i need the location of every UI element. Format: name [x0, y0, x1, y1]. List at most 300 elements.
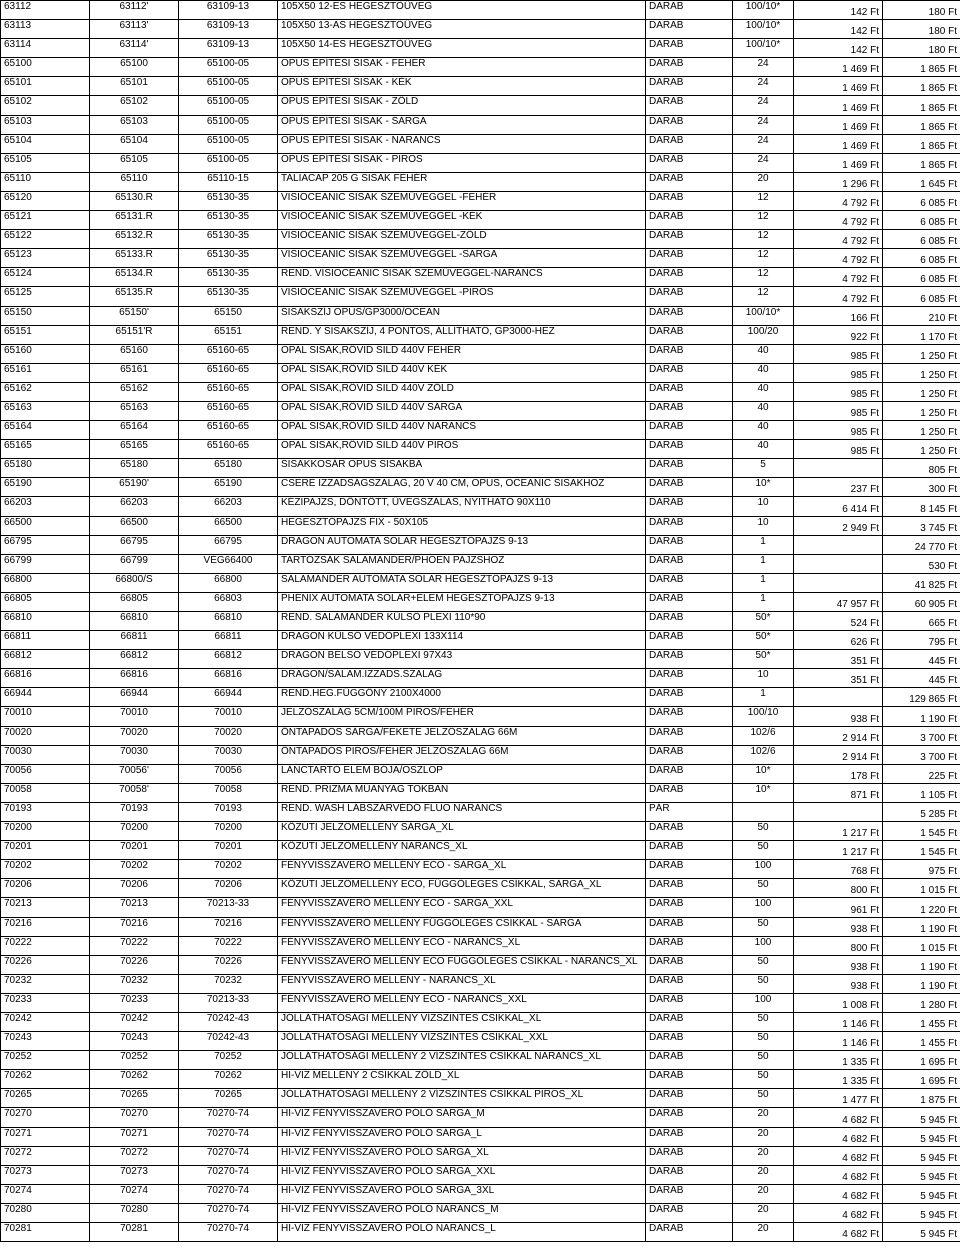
item-code-cell: 70281 [1, 1223, 90, 1242]
product-name-cell: SALAMANDER AUTOMATA SOLAR HEGESZTŐPAJZS 9-13 [278, 573, 646, 592]
unit-cell: DARAB [646, 134, 733, 153]
table-row [1, 1184, 960, 1203]
group-code-cell: 70222 [179, 936, 278, 955]
ref-code-cell: 65133.R [90, 249, 179, 268]
net-price-cell: 985 Ft [794, 401, 883, 420]
group-code-cell: 70242-43 [179, 1012, 278, 1031]
item-code-cell: 70222 [1, 936, 90, 955]
net-price-cell: 4 792 Ft [794, 211, 883, 230]
product-name-cell: VISIOCEANIC SISAK SZEMÜVEGGEL-ZÖLD [278, 230, 646, 249]
package-qty-cell: 12 [733, 230, 794, 249]
product-name-cell: REND. WASH LÁBSZÁRVÉDŐ FLUO NARANCS [278, 802, 646, 821]
package-qty-cell: 10 [733, 669, 794, 688]
unit-cell: DARAB [646, 688, 733, 707]
gross-price-cell: 1 545 Ft [883, 822, 960, 841]
net-price-cell: 938 Ft [794, 707, 883, 726]
product-name-cell: FÉNYVISSZAVERŐ MELLÉNY FÜGGŐLEGES CSÍKKAL - SÁRGA [278, 917, 646, 936]
unit-cell: DARAB [646, 58, 733, 77]
group-code-cell: 66811 [179, 631, 278, 650]
item-code-cell: 70201 [1, 841, 90, 860]
unit-cell: DARAB [646, 1012, 733, 1031]
gross-price-cell: 6 085 Ft [883, 249, 960, 268]
gross-price-cell: 8 145 Ft [883, 497, 960, 516]
net-price-cell: 1 469 Ft [794, 115, 883, 134]
product-name-cell: REND.HEG.FÜGGÖNY 2100X4000 [278, 688, 646, 707]
unit-cell: DARAB [646, 783, 733, 802]
net-price-cell: 4 682 Ft [794, 1184, 883, 1203]
net-price-cell: 985 Ft [794, 382, 883, 401]
item-code-cell: 66500 [1, 516, 90, 535]
gross-price-cell: 1 190 Ft [883, 917, 960, 936]
table-row [1, 841, 960, 860]
net-price-cell: 6 414 Ft [794, 497, 883, 516]
item-code-cell: 70243 [1, 1032, 90, 1051]
group-code-cell: 70010 [179, 707, 278, 726]
package-qty-cell: 24 [733, 77, 794, 96]
table-row [1, 802, 960, 821]
product-name-cell: KÖZÚTI JELZŐMELLÉNY NARANCS_XL [278, 841, 646, 860]
ref-code-cell: 66812 [90, 650, 179, 669]
gross-price-cell: 1 015 Ft [883, 879, 960, 898]
net-price-cell: 800 Ft [794, 879, 883, 898]
product-name-cell: REND. VISIOCEANIC SISAK SZEMÜVEGGEL-NARANCS [278, 268, 646, 287]
package-qty-cell: 20 [733, 1223, 794, 1242]
package-qty-cell: 100/10* [733, 306, 794, 325]
group-code-cell: 65190 [179, 478, 278, 497]
group-code-cell: 65160-65 [179, 401, 278, 420]
net-price-cell: 626 Ft [794, 631, 883, 650]
ref-code-cell: 65102 [90, 96, 179, 115]
product-name-cell: SISAKSZÍJ OPUS/GP3000/OCEAN [278, 306, 646, 325]
item-code-cell: 66816 [1, 669, 90, 688]
group-code-cell: 70020 [179, 726, 278, 745]
table-row [1, 1127, 960, 1146]
gross-price-cell: 1 250 Ft [883, 344, 960, 363]
group-code-cell: 70206 [179, 879, 278, 898]
gross-price-cell: 1 865 Ft [883, 58, 960, 77]
unit-cell: DARAB [646, 1146, 733, 1165]
group-code-cell: 65100-05 [179, 58, 278, 77]
item-code-cell: 70242 [1, 1012, 90, 1031]
item-code-cell: 70272 [1, 1146, 90, 1165]
package-qty-cell: 1 [733, 573, 794, 592]
package-qty-cell: 100 [733, 993, 794, 1012]
table-row [1, 631, 960, 650]
net-price-cell: 871 Ft [794, 783, 883, 802]
item-code-cell: 63114 [1, 39, 90, 58]
package-qty-cell: 10 [733, 516, 794, 535]
package-qty-cell: 20 [733, 1203, 794, 1222]
gross-price-cell: 1 875 Ft [883, 1089, 960, 1108]
ref-code-cell: 63114' [90, 39, 179, 58]
package-qty-cell: 50 [733, 822, 794, 841]
gross-price-cell: 6 085 Ft [883, 211, 960, 230]
group-code-cell: 65130-35 [179, 211, 278, 230]
ref-code-cell: 70201 [90, 841, 179, 860]
ref-code-cell: 65103 [90, 115, 179, 134]
table-row [1, 707, 960, 726]
item-code-cell: 65125 [1, 287, 90, 306]
item-code-cell: 65163 [1, 401, 90, 420]
product-name-cell: KÉZIPAJZS, DÖNTÖTT, ÜVEGSZÁLAS, NYITHATÓ 90X110 [278, 497, 646, 516]
group-code-cell: 70058 [179, 783, 278, 802]
unit-cell: DARAB [646, 745, 733, 764]
package-qty-cell: 50 [733, 1032, 794, 1051]
net-price-cell: 4 682 Ft [794, 1127, 883, 1146]
unit-cell: DARAB [646, 1184, 733, 1203]
item-code-cell: 70056 [1, 764, 90, 783]
unit-cell: DARAB [646, 249, 733, 268]
net-price-cell: 985 Ft [794, 421, 883, 440]
gross-price-cell: 1 015 Ft [883, 936, 960, 955]
product-name-cell: REND. PRIZMA MŰANYAG TOKBAN [278, 783, 646, 802]
product-name-cell: OPUS ÉPÍTÉSI SISAK - ZÖLD [278, 96, 646, 115]
gross-price-cell: 180 Ft [883, 39, 960, 58]
item-code-cell: 70265 [1, 1089, 90, 1108]
package-qty-cell: 1 [733, 535, 794, 554]
net-price-cell: 47 957 Ft [794, 592, 883, 611]
group-code-cell: 66812 [179, 650, 278, 669]
unit-cell: DARAB [646, 77, 733, 96]
ref-code-cell: 66795 [90, 535, 179, 554]
item-code-cell: 70274 [1, 1184, 90, 1203]
ref-code-cell: 63112' [90, 1, 179, 20]
unit-cell: DARAB [646, 1089, 733, 1108]
table-row [1, 1223, 960, 1242]
group-code-cell: 70270-74 [179, 1146, 278, 1165]
item-code-cell: 70232 [1, 974, 90, 993]
item-code-cell: 65161 [1, 363, 90, 382]
net-price-cell [794, 535, 883, 554]
net-price-cell [794, 802, 883, 821]
table-row [1, 39, 960, 58]
unit-cell: DARAB [646, 172, 733, 191]
ref-code-cell: 70281 [90, 1223, 179, 1242]
unit-cell: DARAB [646, 191, 733, 210]
gross-price-cell: 1 865 Ft [883, 96, 960, 115]
item-code-cell: 65104 [1, 134, 90, 153]
unit-cell: DARAB [646, 516, 733, 535]
ref-code-cell: 66203 [90, 497, 179, 516]
product-name-cell: JÓLLÁTHATÓSÁGI MELLÉNY 2 VÍZSZINTES CSÍKKAL NARANCS_XL [278, 1051, 646, 1070]
unit-cell: DARAB [646, 363, 733, 382]
product-name-cell: TARTÓZSÁK SALAMANDER/PHOEN PAJZSHOZ [278, 554, 646, 573]
product-name-cell: HI-VIZ FÉNYVISSZAVERŐ PÓLÓ SÁRGA_M [278, 1108, 646, 1127]
ref-code-cell: 70252 [90, 1051, 179, 1070]
gross-price-cell: 3 700 Ft [883, 745, 960, 764]
ref-code-cell: 70020 [90, 726, 179, 745]
package-qty-cell: 100 [733, 898, 794, 917]
item-code-cell: 66811 [1, 631, 90, 650]
unit-cell: DARAB [646, 592, 733, 611]
product-name-cell: OPUS ÉPÍTÉSI SISAK - SÁRGA [278, 115, 646, 134]
item-code-cell: 65105 [1, 153, 90, 172]
package-qty-cell: 50 [733, 841, 794, 860]
unit-cell: DARAB [646, 612, 733, 631]
ref-code-cell: 70280 [90, 1203, 179, 1222]
ref-code-cell: 70265 [90, 1089, 179, 1108]
net-price-cell: 4 792 Ft [794, 268, 883, 287]
ref-code-cell: 70206 [90, 879, 179, 898]
item-code-cell: 65122 [1, 230, 90, 249]
group-code-cell: 70202 [179, 860, 278, 879]
table-row [1, 1146, 960, 1165]
package-qty-cell: 20 [733, 1108, 794, 1127]
net-price-cell: 1 335 Ft [794, 1070, 883, 1089]
group-code-cell: 70270-74 [179, 1108, 278, 1127]
gross-price-cell: 445 Ft [883, 650, 960, 669]
net-price-cell: 4 682 Ft [794, 1146, 883, 1165]
net-price-cell [794, 688, 883, 707]
ref-code-cell: 66944 [90, 688, 179, 707]
unit-cell: DARAB [646, 382, 733, 401]
group-code-cell: 65130-35 [179, 268, 278, 287]
package-qty-cell: 50 [733, 879, 794, 898]
item-code-cell: 70262 [1, 1070, 90, 1089]
net-price-cell: 4 682 Ft [794, 1223, 883, 1242]
unit-cell: DARAB [646, 707, 733, 726]
product-name-cell: HEGESZTŐPAJZS FIX - 50X105 [278, 516, 646, 535]
gross-price-cell: 5 945 Ft [883, 1184, 960, 1203]
table-row [1, 96, 960, 115]
group-code-cell: 70213-33 [179, 993, 278, 1012]
table-row [1, 344, 960, 363]
unit-cell: DARAB [646, 211, 733, 230]
table-row [1, 77, 960, 96]
net-price-cell: 1 296 Ft [794, 172, 883, 191]
gross-price-cell: 1 455 Ft [883, 1012, 960, 1031]
unit-cell: DARAB [646, 841, 733, 860]
group-code-cell: 66795 [179, 535, 278, 554]
unit-cell: DARAB [646, 401, 733, 420]
unit-cell: DARAB [646, 554, 733, 573]
package-qty-cell: 24 [733, 153, 794, 172]
table-row [1, 172, 960, 191]
gross-price-cell: 445 Ft [883, 669, 960, 688]
net-price-cell: 4 792 Ft [794, 287, 883, 306]
product-name-cell: REND. Y SISAKSZÍJ, 4 PONTOS, ÁLLÍTHATÓ, GP3000-HEZ [278, 325, 646, 344]
unit-cell: DARAB [646, 1203, 733, 1222]
unit-cell: DARAB [646, 1051, 733, 1070]
table-row [1, 822, 960, 841]
product-name-cell: JÓLLÁTHATÓSÁGI MELLÉNY 2 VÍZSZINTES CSÍKKAL PIROS_XL [278, 1089, 646, 1108]
group-code-cell: 65100-05 [179, 96, 278, 115]
net-price-cell: 1 469 Ft [794, 77, 883, 96]
unit-cell: DARAB [646, 478, 733, 497]
package-qty-cell: 1 [733, 592, 794, 611]
product-name-cell: OPUS ÉPÍTÉSI SISAK - KÉK [278, 77, 646, 96]
group-code-cell: 63109-13 [179, 39, 278, 58]
ref-code-cell: 70243 [90, 1032, 179, 1051]
unit-cell: DARAB [646, 1127, 733, 1146]
package-qty-cell: 100/10* [733, 1, 794, 20]
group-code-cell: 65160-65 [179, 344, 278, 363]
net-price-cell: 1 469 Ft [794, 153, 883, 172]
package-qty-cell: 50 [733, 1012, 794, 1031]
net-price-cell: 237 Ft [794, 478, 883, 497]
table-row [1, 268, 960, 287]
net-price-cell: 1 477 Ft [794, 1089, 883, 1108]
ref-code-cell: 65110 [90, 172, 179, 191]
product-name-cell: OPAL SISAK,RÖVID SILD 440V KÉK [278, 363, 646, 382]
group-code-cell: 66800 [179, 573, 278, 592]
table-row [1, 1089, 960, 1108]
item-code-cell: 66800 [1, 573, 90, 592]
unit-cell: DARAB [646, 898, 733, 917]
unit-cell: DARAB [646, 306, 733, 325]
package-qty-cell: 40 [733, 401, 794, 420]
item-code-cell: 63112 [1, 1, 90, 20]
net-price-cell: 4 682 Ft [794, 1165, 883, 1184]
gross-price-cell: 1 865 Ft [883, 77, 960, 96]
item-code-cell: 66810 [1, 612, 90, 631]
item-code-cell: 65164 [1, 421, 90, 440]
product-name-cell: OPUS ÉPÍTÉSI SISAK - FEHÉR [278, 58, 646, 77]
item-code-cell: 65150 [1, 306, 90, 325]
net-price-cell: 985 Ft [794, 363, 883, 382]
unit-cell: DARAB [646, 344, 733, 363]
package-qty-cell: 100/10* [733, 20, 794, 39]
product-name-cell: FÉNYVISSZAVERŐ MELLÉNY ECO - SÁRGA_XXL [278, 898, 646, 917]
group-code-cell: 70270-74 [179, 1203, 278, 1222]
gross-price-cell: 41 825 Ft [883, 573, 960, 592]
ref-code-cell: 70202 [90, 860, 179, 879]
group-code-cell: 65130-35 [179, 249, 278, 268]
product-name-cell: VISIOCEANIC SISAK SZEMÜVEGGEL -FEHÉR [278, 191, 646, 210]
product-name-cell: OPAL SISAK,RÖVID SILD 440V FEHÉR [278, 344, 646, 363]
table-row [1, 898, 960, 917]
unit-cell: DARAB [646, 96, 733, 115]
package-qty-cell: 10* [733, 764, 794, 783]
unit-cell: DARAB [646, 20, 733, 39]
item-code-cell: 70233 [1, 993, 90, 1012]
ref-code-cell: 66799 [90, 554, 179, 573]
gross-price-cell: 1 865 Ft [883, 153, 960, 172]
ref-code-cell: 63113' [90, 20, 179, 39]
unit-cell: DARAB [646, 497, 733, 516]
ref-code-cell: 66500 [90, 516, 179, 535]
net-price-cell: 800 Ft [794, 936, 883, 955]
table-row [1, 726, 960, 745]
product-name-cell: OPAL SISAK,RÖVID SILD 440V PIROS [278, 440, 646, 459]
group-code-cell: 70226 [179, 955, 278, 974]
unit-cell: DARAB [646, 1223, 733, 1242]
ref-code-cell: 65151'R [90, 325, 179, 344]
package-qty-cell: 50 [733, 955, 794, 974]
product-name-cell: HI-VIZ FÉNYVISSZAVERŐ PÓLÓ SÁRGA_XL [278, 1146, 646, 1165]
ref-code-cell: 65162 [90, 382, 179, 401]
table-row [1, 955, 960, 974]
package-qty-cell: 100/20 [733, 325, 794, 344]
table-row [1, 1070, 960, 1089]
item-code-cell: 65101 [1, 77, 90, 96]
ref-code-cell: 65105 [90, 153, 179, 172]
table-row [1, 249, 960, 268]
gross-price-cell: 1 865 Ft [883, 115, 960, 134]
unit-cell: DARAB [646, 955, 733, 974]
group-code-cell: 66944 [179, 688, 278, 707]
package-qty-cell: 12 [733, 191, 794, 210]
unit-cell: DARAB [646, 459, 733, 478]
package-qty-cell: 40 [733, 344, 794, 363]
unit-cell: DARAB [646, 39, 733, 58]
table-row [1, 306, 960, 325]
ref-code-cell: 65163 [90, 401, 179, 420]
table-row [1, 191, 960, 210]
table-row [1, 1012, 960, 1031]
product-name-cell: DRAGON BELSŐ VÉDŐPLEXI 97X43 [278, 650, 646, 669]
table-row [1, 764, 960, 783]
ref-code-cell: 65130.R [90, 191, 179, 210]
group-code-cell: 65110-15 [179, 172, 278, 191]
package-qty-cell: 40 [733, 363, 794, 382]
product-name-cell: HI-VIZ FÉNYVISSZAVERŐ PÓLÓ NARANCS_L [278, 1223, 646, 1242]
group-code-cell: 66203 [179, 497, 278, 516]
ref-code-cell: 70058' [90, 783, 179, 802]
package-qty-cell: 50 [733, 1070, 794, 1089]
group-code-cell: 65151 [179, 325, 278, 344]
group-code-cell: 70030 [179, 745, 278, 764]
gross-price-cell: 5 945 Ft [883, 1146, 960, 1165]
net-price-cell [794, 554, 883, 573]
gross-price-cell: 5 945 Ft [883, 1203, 960, 1222]
ref-code-cell: 70233 [90, 993, 179, 1012]
gross-price-cell: 1 190 Ft [883, 707, 960, 726]
unit-cell: DARAB [646, 421, 733, 440]
table-row [1, 382, 960, 401]
table-row [1, 20, 960, 39]
gross-price-cell: 5 945 Ft [883, 1223, 960, 1242]
package-qty-cell: 12 [733, 268, 794, 287]
product-name-cell: VISIOCEANIC SISAK SZEMÜVEGGEL -PIROS [278, 287, 646, 306]
table-row [1, 1051, 960, 1070]
item-code-cell: 65162 [1, 382, 90, 401]
group-code-cell: 66816 [179, 669, 278, 688]
table-row [1, 688, 960, 707]
package-qty-cell: 10 [733, 497, 794, 516]
item-code-cell: 66203 [1, 497, 90, 516]
table-row [1, 573, 960, 592]
unit-cell: DARAB [646, 287, 733, 306]
ref-code-cell: 70270 [90, 1108, 179, 1127]
group-code-cell: 65160-65 [179, 440, 278, 459]
ref-code-cell: 70200 [90, 822, 179, 841]
table-row [1, 860, 960, 879]
gross-price-cell: 1 280 Ft [883, 993, 960, 1012]
gross-price-cell: 6 085 Ft [883, 287, 960, 306]
unit-cell: DARAB [646, 974, 733, 993]
item-code-cell: 70273 [1, 1165, 90, 1184]
gross-price-cell: 1 250 Ft [883, 440, 960, 459]
group-code-cell: 63109-13 [179, 1, 278, 20]
table-row [1, 1165, 960, 1184]
group-code-cell: 65160-65 [179, 382, 278, 401]
package-qty-cell: 5 [733, 459, 794, 478]
table-row [1, 134, 960, 153]
gross-price-cell: 1 695 Ft [883, 1051, 960, 1070]
package-qty-cell: 10* [733, 478, 794, 497]
package-qty-cell: 20 [733, 172, 794, 191]
unit-cell: DARAB [646, 860, 733, 879]
ref-code-cell: 65164 [90, 421, 179, 440]
package-qty-cell: 24 [733, 96, 794, 115]
group-code-cell: 70242-43 [179, 1032, 278, 1051]
product-name-cell: ÖNTAPADÓS SÁRGA/FEKETE JELZŐSZALAG 66M [278, 726, 646, 745]
net-price-cell: 2 914 Ft [794, 726, 883, 745]
net-price-cell: 524 Ft [794, 612, 883, 631]
unit-cell: DARAB [646, 1165, 733, 1184]
gross-price-cell: 1 455 Ft [883, 1032, 960, 1051]
